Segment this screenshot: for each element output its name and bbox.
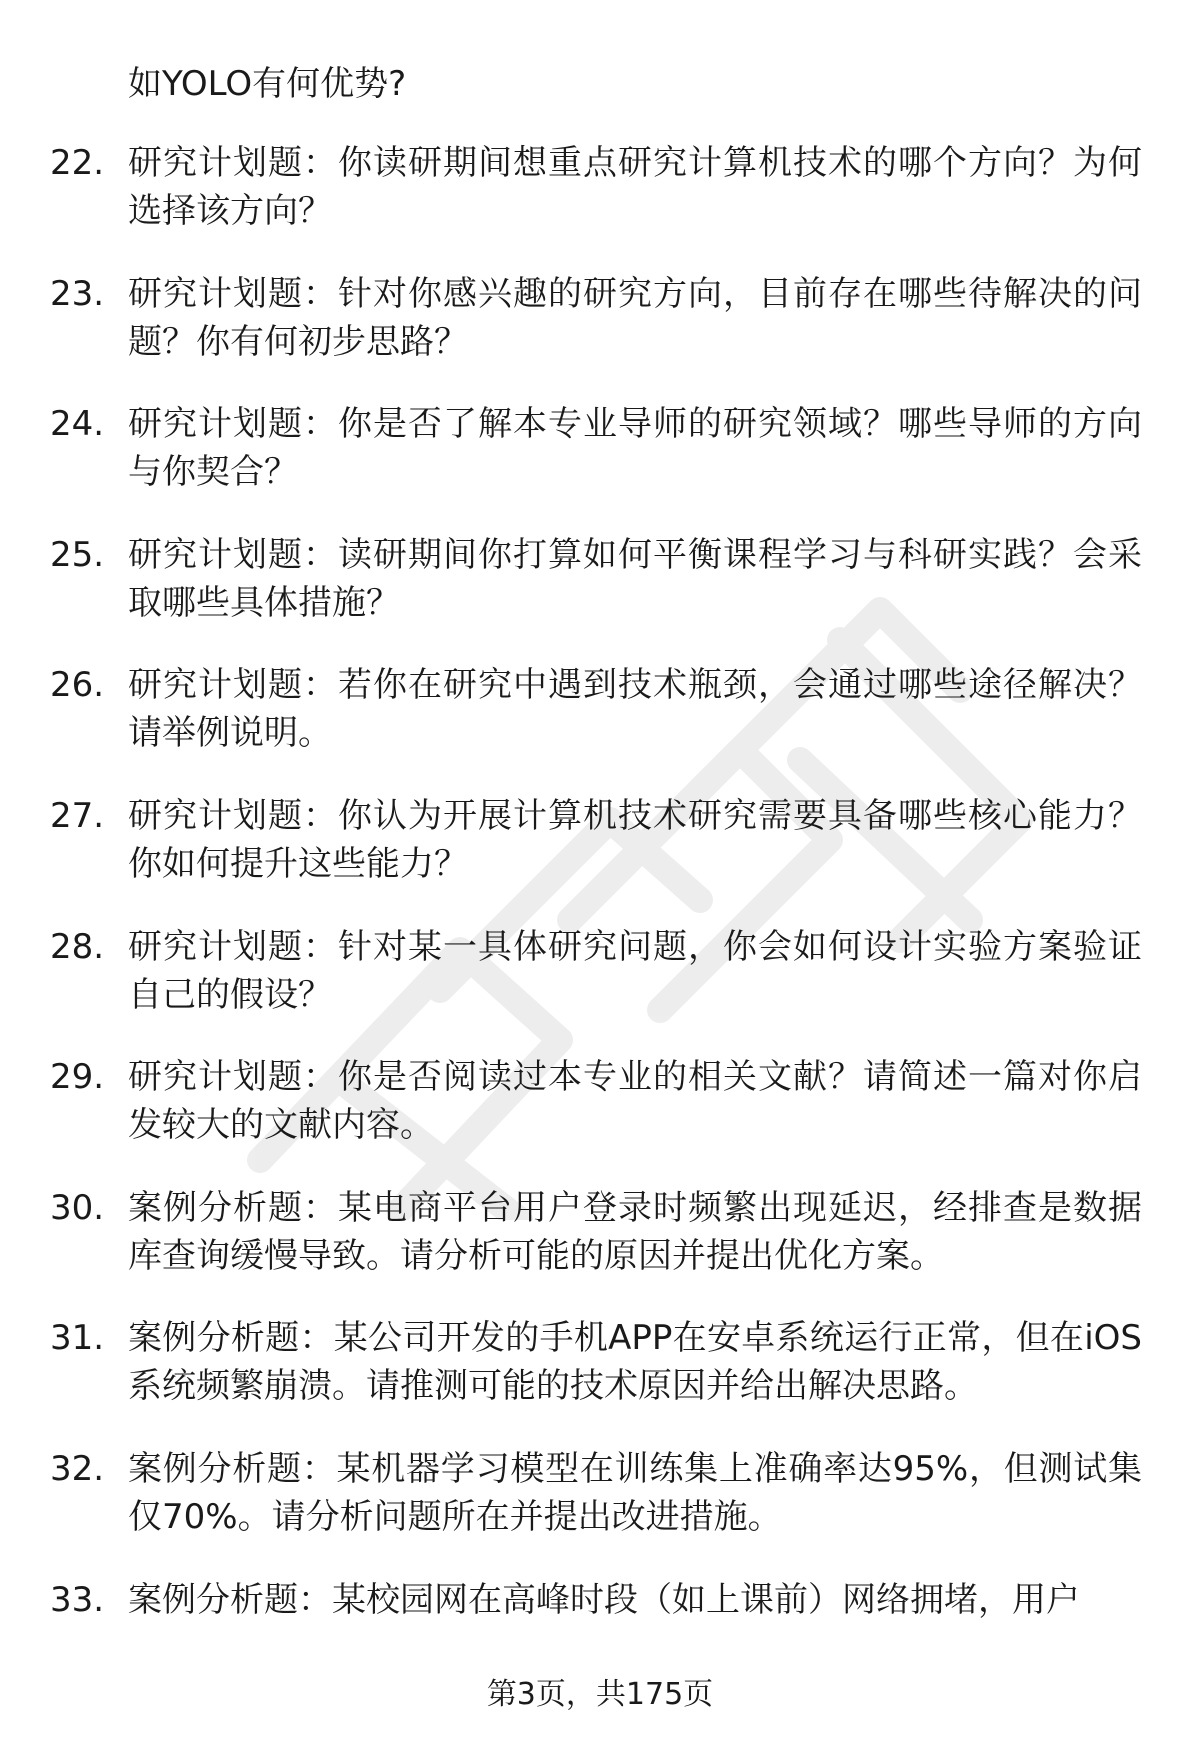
continued-question-text: 如YOLO有何优势? (128, 64, 407, 104)
question-text: 案例分析题：某校园网在高峰时段（如上课前）网络拥堵，用户 (128, 1579, 1080, 1620)
question-number: 32. (50, 1448, 105, 1489)
question-item (0, 400, 1200, 531)
question-item (0, 139, 1200, 270)
question-item (0, 661, 1200, 792)
question-number: 33. (50, 1579, 105, 1620)
question-text: 研究计划题：若你在研究中遇到技术瓶颈，会通过哪些途径解决？请举例说明。 (128, 665, 1142, 754)
question-list (0, 139, 1200, 1706)
question-number: 27. (50, 795, 105, 836)
question-text: 研究计划题：读研期间你打算如何平衡课程学习与科研实践？会采取哪些具体措施？ (128, 534, 1142, 623)
question-text: 研究计划题：你是否了解本专业导师的研究领域？哪些导师的方向与你契合？ (128, 404, 1142, 493)
question-item (0, 792, 1200, 923)
question-text: 研究计划题：你是否阅读过本专业的相关文献？请简述一篇对你启发较大的文献内容。 (128, 1057, 1142, 1146)
question-item (0, 1184, 1200, 1315)
question-text: 研究计划题：针对某一具体研究问题，你会如何设计实验方案验证自己的假设？ (128, 926, 1142, 1015)
question-item (0, 1445, 1200, 1576)
question-number: 29. (50, 1057, 105, 1098)
question-text: 研究计划题：你读研期间想重点研究计算机技术的哪个方向？为何选择该方向？ (128, 143, 1142, 231)
question-text: 案例分析题：某机器学习模型在训练集上准确率达95%，但测试集仅70%。请分析问题所在并提出改进措施。 (128, 1448, 1142, 1537)
question-number: 23. (50, 273, 105, 314)
question-item (0, 531, 1200, 662)
question-text: 研究计划题：针对你感兴趣的研究方向，目前存在哪些待解决的问题？你有何初步思路？ (128, 273, 1142, 362)
page-number-footer: 第3页，共175页 (486, 1677, 714, 1712)
question-number: 22. (50, 143, 105, 183)
question-number: 25. (50, 534, 105, 575)
question-text: 案例分析题：某电商平台用户登录时频繁出现延迟，经排查是数据库查询缓慢导致。请分析可能的原因并提出优化方案。 (128, 1187, 1142, 1276)
question-number: 24. (50, 404, 105, 445)
question-number: 28. (50, 926, 105, 967)
question-item (0, 1053, 1200, 1184)
question-number: 31. (50, 1318, 105, 1359)
question-item (0, 1314, 1200, 1445)
question-item (0, 923, 1200, 1054)
question-text: 研究计划题：你认为开展计算机技术研究需要具备哪些核心能力？你如何提升这些能力？ (128, 795, 1142, 884)
question-text: 案例分析题：某公司开发的手机APP在安卓系统运行正常，但在iOS系统频繁崩溃。请推测可能的技术原因并给出解决思路。 (128, 1318, 1142, 1407)
question-number: 26. (50, 665, 105, 706)
question-item (0, 270, 1200, 401)
question-number: 30. (50, 1187, 105, 1228)
